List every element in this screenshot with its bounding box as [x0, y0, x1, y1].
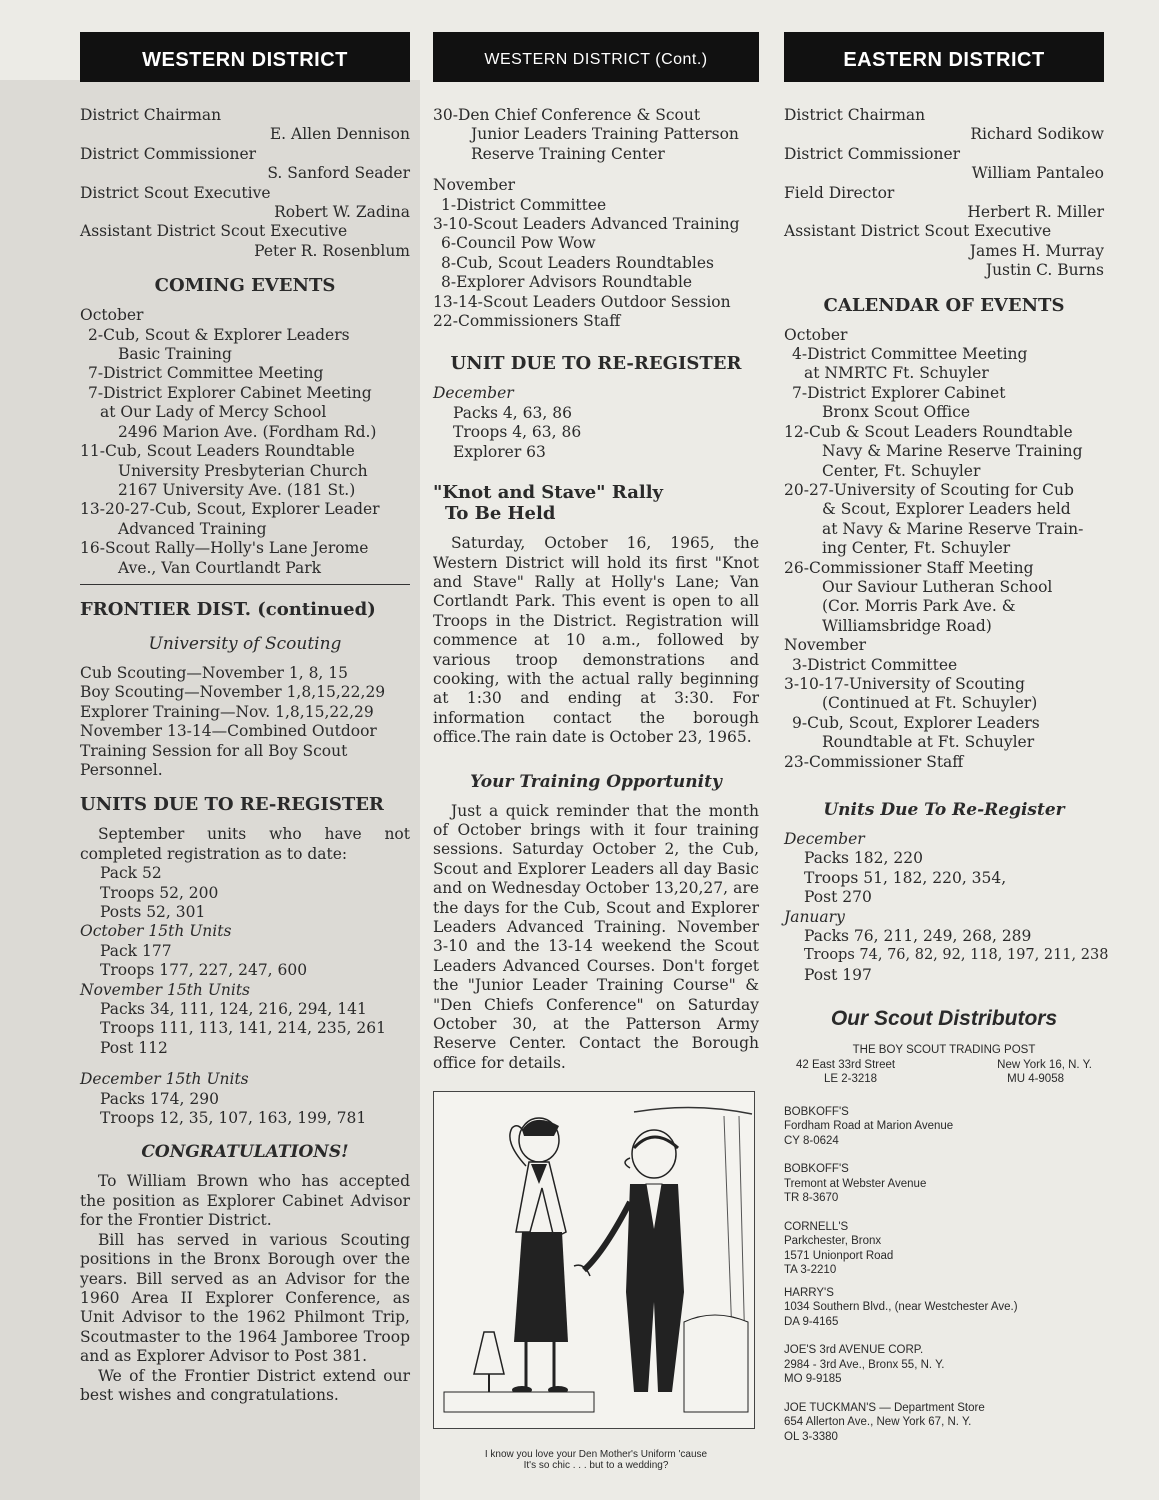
- unit-line: Pack 52: [100, 864, 162, 883]
- event-line: 3-District Committee: [792, 655, 958, 674]
- trading-post: [784, 1043, 1104, 1087]
- event-line: University Presbyterian Church: [118, 461, 368, 480]
- event-line: Center, Ft. Schuyler: [822, 461, 981, 480]
- distributor-line: OL 3-3380: [784, 1430, 838, 1443]
- event-line: 12-Cub & Scout Leaders Roundtable: [784, 422, 1073, 441]
- month-label: November: [433, 176, 516, 195]
- rally-heading-line: "Knot and Stave" Rally: [433, 482, 664, 504]
- divider: [80, 584, 410, 585]
- distributor-line: CY 8-0624: [784, 1134, 839, 1147]
- officer-role: District Chairman: [80, 106, 222, 124]
- distributors-heading: Our Scout Distributors: [830, 1007, 1058, 1031]
- distributor-line: 1034 Southern Blvd., (near Westchester Ave.): [784, 1301, 1018, 1314]
- text-line: Cub Scouting—November 1, 8, 15: [80, 663, 349, 682]
- trading-post-street: 42 East 33rd Street: [796, 1058, 896, 1071]
- text-line: Training Session for all Boy Scout: [80, 741, 348, 760]
- event-line: 13-14-Scout Leaders Outdoor Session: [433, 292, 731, 311]
- trading-post-phone: MU 4-9058: [1007, 1073, 1064, 1086]
- training-heading: Your Training Opportunity: [470, 771, 722, 792]
- unit-line: Troops 52, 200: [100, 883, 219, 902]
- officer-role: District Commissioner: [80, 144, 257, 163]
- text-line: Explorer Training—Nov. 1,8,15,22,29: [80, 702, 374, 721]
- rally-heading: [433, 482, 759, 524]
- event-line: 13-20-27-Cub, Scout, Explorer Leader: [80, 500, 380, 519]
- event-line: 2-Cub, Scout & Explorer Leaders: [88, 325, 350, 344]
- coming-events-heading: COMING EVENTS: [154, 275, 336, 297]
- distributor-name: BOBKOFF'S: [784, 1163, 849, 1176]
- caption-line: I know you love your Den Mother's Uniform 'cause: [484, 1449, 708, 1461]
- distributor-entry: [784, 1401, 1104, 1445]
- event-line: at Navy & Marine Reserve Train-: [822, 519, 1084, 538]
- event-line: Basic Training: [118, 345, 232, 364]
- unit-line: Troops 177, 227, 247, 600: [100, 961, 308, 980]
- event-line: 16-Scout Rally—Holly's Lane Jerome: [80, 539, 369, 558]
- month-label: October: [80, 306, 144, 325]
- officer-name: Richard Sodikow: [970, 125, 1104, 144]
- event-line: 8-Explorer Advisors Roundtable: [441, 273, 693, 292]
- officers-list: [80, 106, 410, 261]
- officer-name: William Pantaleo: [971, 164, 1104, 183]
- distributor-line: 1571 Unionport Road: [784, 1249, 894, 1262]
- unit-line: Packs 4, 63, 86: [453, 403, 572, 422]
- caption-line: It's so chic . . . but to a wedding?: [523, 1460, 669, 1472]
- event-line: Navy & Marine Reserve Training: [822, 442, 1083, 461]
- event-line: at NMRTC Ft. Schuyler: [804, 364, 989, 383]
- event-line: 20-27-University of Scouting for Cub: [784, 480, 1074, 499]
- unit-line: Explorer 63: [453, 442, 546, 461]
- congrats-paragraph: We of the Frontier District extend our best wishes and congratulations.: [80, 1366, 410, 1404]
- officer-name: Robert W. Zadina: [274, 203, 410, 222]
- month-label: January: [784, 907, 845, 926]
- event-line: Junior Leaders Training Patterson: [471, 125, 739, 144]
- event-line: & Scout, Explorer Leaders held: [822, 500, 1071, 519]
- distributor-entry: [784, 1286, 1104, 1330]
- unit-line: Packs 182, 220: [804, 849, 923, 868]
- unit-group-label: November 15th Units: [80, 980, 251, 999]
- distributor-name: BOBKOFF'S: [784, 1105, 849, 1118]
- event-line: 2167 University Ave. (181 St.): [118, 480, 356, 499]
- event-line: 2496 Marion Ave. (Fordham Rd.): [118, 422, 377, 441]
- event-line: Our Saviour Lutheran School: [822, 577, 1053, 596]
- congrats-heading: CONGRATULATIONS!: [141, 1142, 349, 1163]
- distributor-entry: [784, 1343, 1104, 1387]
- distributor-entry: [784, 1162, 1104, 1206]
- officer-name: Peter R. Rosenblum: [254, 241, 410, 260]
- unit-group-label: October 15th Units: [80, 922, 232, 941]
- unit-group-label: December 15th Units: [80, 1070, 249, 1089]
- units-intro: September units who have not completed registration as to date:: [80, 825, 410, 863]
- distributor-line: Parkchester, Bronx: [784, 1235, 882, 1248]
- frontier-heading: FRONTIER DIST. (continued): [80, 598, 376, 620]
- event-line: ing Center, Ft. Schuyler: [822, 539, 1011, 558]
- month-label: October: [784, 325, 848, 344]
- events-list: [80, 326, 410, 578]
- event-line: 7-District Explorer Cabinet: [792, 383, 1006, 402]
- officer-name: Justin C. Burns: [985, 261, 1104, 280]
- officer-role: District Scout Executive: [80, 183, 271, 202]
- unit-line: Post 197: [804, 965, 872, 984]
- officer-role: Assistant District Scout Executive: [784, 222, 1052, 241]
- unit-line: Packs 174, 290: [100, 1089, 219, 1108]
- event-line: Reserve Training Center: [471, 144, 665, 163]
- calendar-heading: CALENDAR OF EVENTS: [823, 294, 1065, 316]
- event-line: (Cor. Morris Park Ave. &: [822, 597, 1016, 616]
- cartoon-caption: [433, 1449, 759, 1471]
- text-line: Boy Scouting—November 1,8,15,22,29: [80, 683, 386, 702]
- western-district-header: WESTERN DISTRICT: [80, 32, 410, 82]
- event-line: 9-Cub, Scout, Explorer Leaders: [792, 713, 1040, 732]
- distributor-name: JOE'S 3rd AVENUE CORP.: [784, 1344, 924, 1357]
- event-line: Ave., Van Courtlandt Park: [118, 558, 322, 577]
- month-label: December: [433, 384, 514, 403]
- officer-name: E. Allen Dennison: [269, 125, 410, 144]
- event-line: 6-Council Pow Wow: [441, 234, 596, 253]
- month-label: December: [784, 830, 865, 848]
- units-heading: UNITS DUE TO RE-REGISTER: [80, 794, 384, 816]
- event-line: at Our Lady of Mercy School: [100, 403, 327, 422]
- unit-line: Packs 34, 111, 124, 216, 294, 141: [100, 1000, 367, 1019]
- officer-role: Field Director: [784, 183, 895, 202]
- distributor-name: HARRY'S: [784, 1286, 834, 1299]
- western-district-column: [80, 32, 410, 1405]
- month-label: November: [784, 636, 867, 655]
- event-line: 11-Cub, Scout Leaders Roundtable: [80, 442, 355, 461]
- officer-name: S. Sanford Seader: [267, 164, 410, 183]
- unit-line: Post 112: [100, 1038, 168, 1057]
- eastern-district-column: [784, 32, 1109, 1444]
- distributor-name: CORNELL'S: [784, 1220, 849, 1233]
- congrats-paragraph: Bill has served in various Scouting positions in the Bronx Borough over the years. Bill served as an Advisor for the 1960 Area II Explorer Conference, as Unit Advisor to the 1962 Philmont Trip, Scoutmaster to the 1964 Jamboree Troop and as Explorer Advisor to Post 381.: [80, 1230, 410, 1366]
- trading-post-phone: LE 2-3218: [824, 1073, 878, 1086]
- unit-heading: UNIT DUE TO RE-REGISTER: [450, 353, 742, 375]
- event-line: 7-District Committee Meeting: [88, 364, 324, 383]
- distributor-line: TA 3-2210: [784, 1264, 837, 1277]
- eastern-district-header: EASTERN DISTRICT: [784, 32, 1104, 82]
- university-lines: [80, 664, 410, 780]
- trading-post-phones: [784, 1072, 1104, 1087]
- event-line: 1-District Committee: [441, 195, 607, 214]
- event-line: 7-District Explorer Cabinet Meeting: [88, 383, 372, 402]
- event-line: 22-Commissioners Staff: [433, 312, 621, 331]
- distributor-entry: [784, 1220, 1104, 1278]
- unit-line: Posts 52, 301: [100, 903, 206, 921]
- officers-list: [784, 106, 1104, 281]
- rally-paragraph: Saturday, October 16, 1965, the Western District will hold its first "Knot and Stave" Rally at Holly's Lane; Van Cortlandt Park. This event is open to all Troops in the District. Registration will commence at 10 a.m., followed by various troop demonstrations and cooking, with the actual rally beginning at 1:30 and ending at 3:30. For information contact the borough office.The rain date is October 23, 1965.: [433, 534, 759, 747]
- unit-line: Troops 74, 76, 82, 92, 118, 197, 211, 238: [804, 947, 1109, 964]
- unit-line: Post 270: [804, 888, 872, 907]
- distributor-line: Fordham Road at Marion Avenue: [784, 1120, 954, 1133]
- text-line: Personnel.: [80, 760, 163, 779]
- unit-line: Packs 76, 211, 249, 268, 289: [804, 927, 1032, 946]
- officer-role: District Commissioner: [784, 144, 961, 163]
- training-paragraph: Just a quick reminder that the month of October brings with it four training sessions. Saturday October 2, the Cub, Scout and Explorer Leaders all day Basic and on Wednesday October 13,20,27, are the days for the Cub, Scout and Explorer Leaders Advanced Training. November 3-10 and the 13-14 weekend the Scout Leaders Advanced Courses. Don't forget the "Junior Leader Training Course" & "Den Chiefs Conference" on Saturday October 30, at the Patterson Army Reserve Center. Contact the Borough office for details.: [433, 801, 759, 1072]
- distributor-line: TR 8-3670: [784, 1192, 839, 1205]
- event-line: 8-Cub, Scout Leaders Roundtables: [441, 253, 714, 272]
- trading-post-city: New York 16, N. Y.: [997, 1058, 1092, 1071]
- event-line: 3-10-Scout Leaders Advanced Training: [433, 215, 740, 234]
- cartoon-illustration: [433, 1091, 755, 1429]
- event-line: Roundtable at Ft. Schuyler: [822, 733, 1035, 752]
- distributor-line: MO 9-9185: [784, 1373, 842, 1386]
- trading-post-name: THE BOY SCOUT TRADING POST: [852, 1044, 1036, 1057]
- unit-line: Troops 4, 63, 86: [453, 423, 582, 442]
- event-line: 23-Commissioner Staff: [784, 752, 964, 771]
- event-line: Bronx Scout Office: [822, 403, 971, 422]
- western-district-cont-header: WESTERN DISTRICT (Cont.): [433, 32, 759, 82]
- event-line: 4-District Committee Meeting: [792, 345, 1028, 364]
- distributor-entry: [784, 1105, 1104, 1149]
- distributor-line: 654 Allerton Ave., New York 67, N. Y.: [784, 1416, 972, 1429]
- unit-line: Troops 111, 113, 141, 214, 235, 261: [100, 1019, 386, 1038]
- university-heading: University of Scouting: [148, 633, 342, 654]
- rally-heading-line: To Be Held: [445, 503, 556, 525]
- unit-line: Pack 177: [100, 941, 172, 960]
- event-line: 30-Den Chief Conference & Scout: [433, 106, 701, 124]
- officer-role: District Chairman: [784, 106, 926, 124]
- western-district-cont-column: [433, 32, 759, 1471]
- congrats-paragraph: To William Brown who has accepted the position as Explorer Cabinet Advisor for the Frontier District.: [80, 1172, 410, 1230]
- officer-name: James H. Murray: [969, 241, 1104, 260]
- text-line: November 13-14—Combined Outdoor: [80, 722, 377, 741]
- event-line: Williamsbridge Road): [822, 616, 992, 635]
- event-line: (Continued at Ft. Schuyler): [822, 694, 1038, 713]
- unit-line: Troops 12, 35, 107, 163, 199, 781: [100, 1109, 367, 1128]
- units-heading: Units Due To Re-Register: [823, 800, 1065, 820]
- distributor-line: DA 9-4165: [784, 1315, 839, 1328]
- cartoon-drawing: [434, 1092, 754, 1428]
- event-line: 3-10-17-University of Scouting: [784, 674, 1025, 693]
- unit-line: Troops 51, 182, 220, 354,: [804, 868, 1007, 887]
- distributor-name: JOE TUCKMAN'S — Department Store: [784, 1401, 985, 1414]
- trading-post-address: [784, 1058, 1104, 1073]
- officer-role: Assistant District Scout Executive: [80, 222, 348, 241]
- event-line: 26-Commissioner Staff Meeting: [784, 558, 1034, 577]
- distributor-line: Tremont at Webster Avenue: [784, 1177, 927, 1190]
- distributor-line: 2984 - 3rd Ave., Bronx 55, N. Y.: [784, 1358, 945, 1371]
- event-line: Advanced Training: [118, 519, 267, 538]
- officer-name: Herbert R. Miller: [967, 203, 1104, 222]
